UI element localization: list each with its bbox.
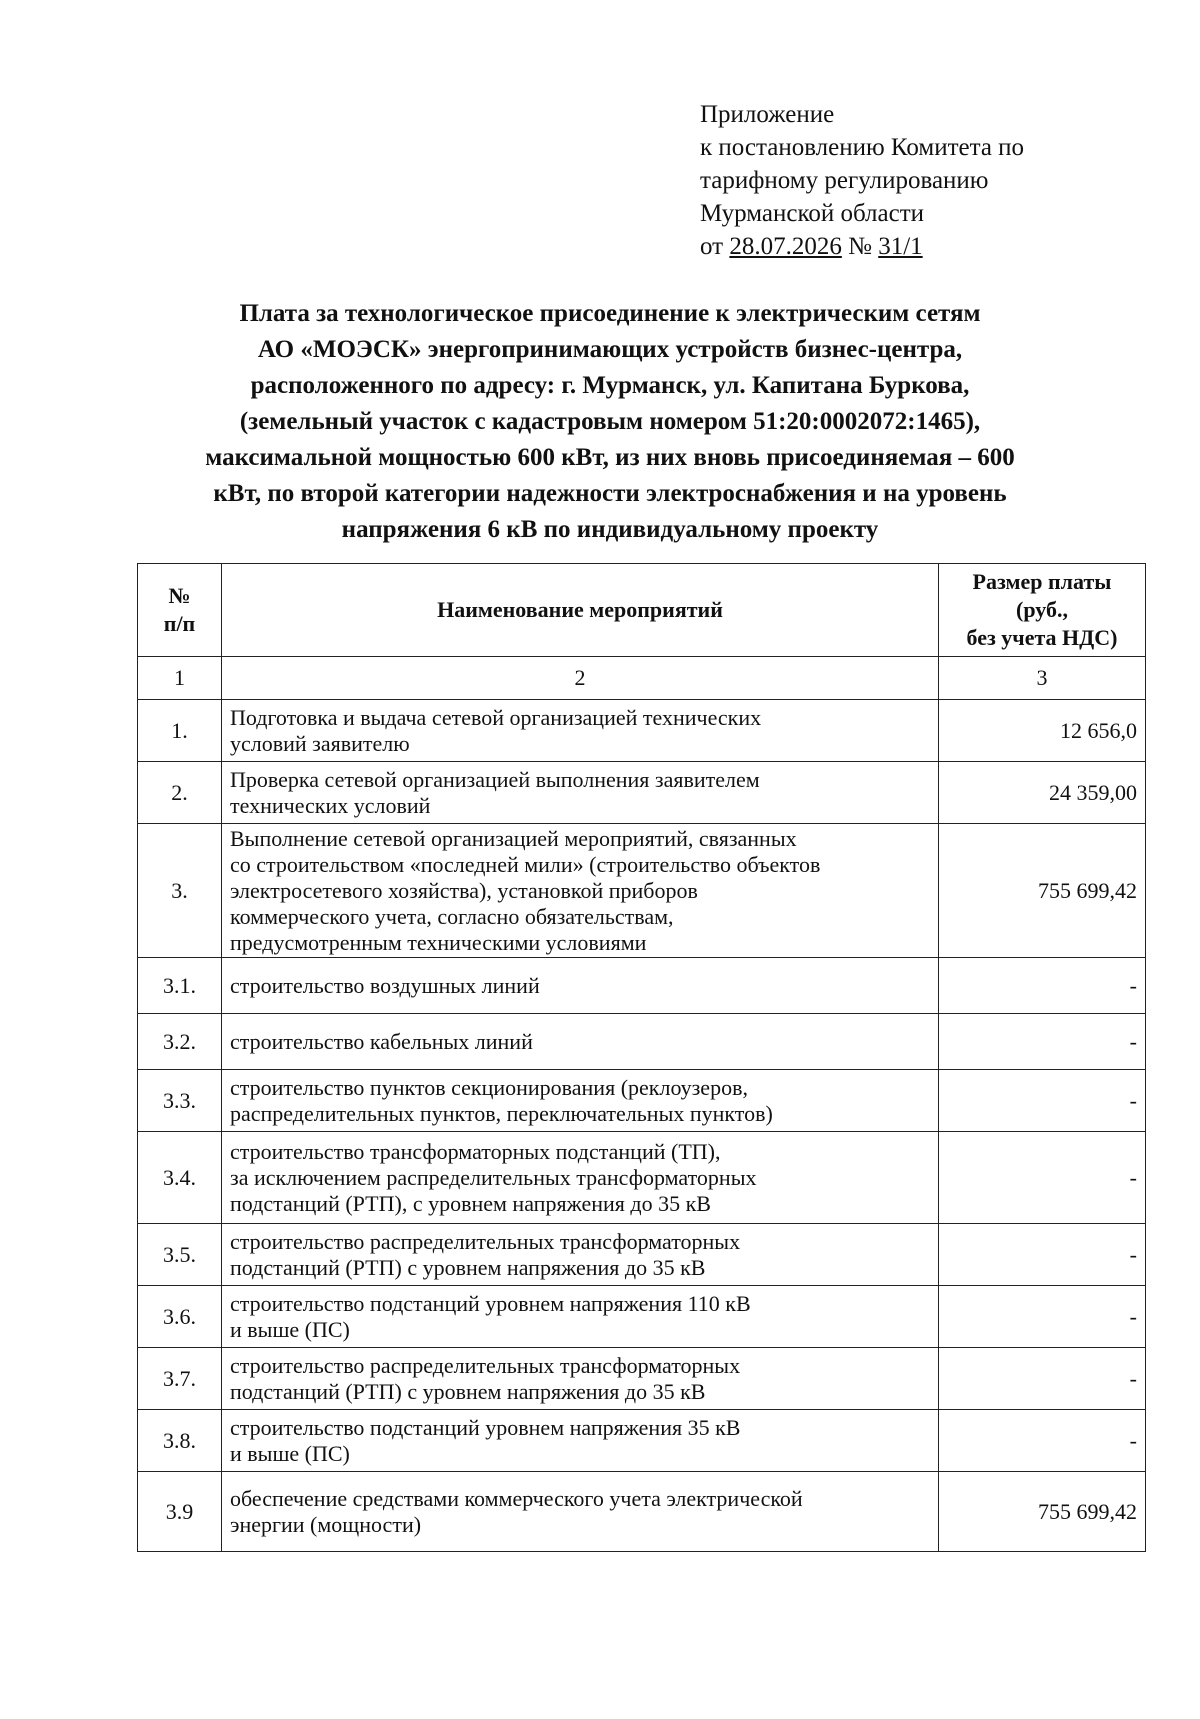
title-line: Плата за технологическое присоединение к электрическим сетям xyxy=(239,300,981,327)
row-number: 1. xyxy=(138,700,222,762)
appendix-date: 28.07.2026 xyxy=(729,233,842,260)
row-fee: 755 699,42 xyxy=(939,1472,1146,1552)
row-name-line: строительство кабельных линий xyxy=(230,1028,533,1054)
row-name-line: Выполнение сетевой организацией мероприятий, связанных xyxy=(230,825,797,851)
row-number: 3.6. xyxy=(138,1286,222,1348)
row-number: 3.9 xyxy=(138,1472,222,1552)
row-fee: - xyxy=(939,1286,1146,1348)
column-index: 3 xyxy=(939,657,1146,700)
row-number: 3.3. xyxy=(138,1070,222,1132)
row-number: 3.8. xyxy=(138,1410,222,1472)
title-line: кВт, по второй категории надежности электроснабжения и на уровень xyxy=(213,480,1007,507)
header-fee-line-1: Размер платы xyxy=(972,569,1112,594)
title-line: АО «МОЭСК» энергопринимающих устройств бизнес-центра, xyxy=(257,336,963,363)
column-index: 1 xyxy=(138,657,222,700)
table-row xyxy=(138,1014,1146,1070)
row-name-line: за исключением распределительных трансформаторных xyxy=(230,1164,757,1190)
row-name-line: строительство подстанций уровнем напряжения 110 кВ xyxy=(230,1290,751,1316)
row-name-line: условий заявителю xyxy=(230,730,410,756)
appendix-number-prefix: № xyxy=(841,233,879,260)
row-name-line: предусмотренным техническими условиями xyxy=(230,929,647,955)
header-fee-line-2: (руб., xyxy=(1016,597,1068,622)
row-fee: - xyxy=(939,958,1146,1014)
row-name-line: электросетевого хозяйства), установкой приборов xyxy=(230,877,698,903)
table-row xyxy=(138,824,1146,958)
row-name xyxy=(222,1286,939,1348)
row-number: 3.1. xyxy=(138,958,222,1014)
header-fee-line-3: без учета НДС) xyxy=(966,625,1118,650)
row-name xyxy=(222,824,939,958)
column-index: 2 xyxy=(222,657,939,700)
row-name xyxy=(222,1014,939,1070)
row-name-line: строительство распределительных трансформаторных xyxy=(230,1352,741,1378)
title-line: напряжения 6 кВ по индивидуальному проекту xyxy=(341,516,879,543)
appendix-date-prefix: от xyxy=(700,233,730,260)
table-row xyxy=(138,1070,1146,1132)
row-name-line: коммерческого учета, согласно обязательствам, xyxy=(230,903,674,929)
table-row xyxy=(138,700,1146,762)
table-row xyxy=(138,1410,1146,1472)
appendix-line-3: тарифному регулированию xyxy=(700,167,989,194)
row-name xyxy=(222,958,939,1014)
table-row xyxy=(138,1132,1146,1224)
row-name-line: подстанций (РТП), с уровнем напряжения до 35 кВ xyxy=(230,1190,711,1216)
header-num-line-1: № xyxy=(168,583,191,608)
row-fee: - xyxy=(939,1014,1146,1070)
table-row xyxy=(138,1348,1146,1410)
row-number: 3.2. xyxy=(138,1014,222,1070)
header-fee xyxy=(939,564,1146,657)
document-title xyxy=(150,296,1070,548)
row-name-line: строительство подстанций уровнем напряжения 35 кВ xyxy=(230,1414,741,1440)
row-number: 2. xyxy=(138,762,222,824)
row-name-line: технических условий xyxy=(230,792,431,818)
row-name xyxy=(222,1132,939,1224)
row-name xyxy=(222,1410,939,1472)
row-name-line: Проверка сетевой организацией выполнения заявителем xyxy=(230,766,760,792)
row-name-line: распределительных пунктов, переключательных пунктов) xyxy=(230,1100,773,1126)
row-name-line: и выше (ПС) xyxy=(230,1316,350,1342)
row-name-line: Подготовка и выдача сетевой организацией технических xyxy=(230,704,762,730)
table-body xyxy=(138,657,1146,1552)
appendix-line-4: Мурманской области xyxy=(700,200,925,227)
row-name-line: энергии (мощности) xyxy=(230,1511,422,1537)
table-row xyxy=(138,1472,1146,1552)
row-name-line: и выше (ПС) xyxy=(230,1440,350,1466)
row-name-line: со строительством «последней мили» (строительство объектов xyxy=(230,851,821,877)
row-fee: - xyxy=(939,1348,1146,1410)
table-row xyxy=(138,762,1146,824)
table-row xyxy=(138,1286,1146,1348)
title-line: максимальной мощностью 600 кВт, из них вновь присоединяемая – 600 xyxy=(205,444,1015,471)
title-line: (земельный участок с кадастровым номером 51:20:0002072:1465), xyxy=(239,408,981,435)
row-name xyxy=(222,1224,939,1286)
header-num xyxy=(138,564,222,657)
appendix-line-1: Приложение xyxy=(700,101,835,128)
row-fee: - xyxy=(939,1070,1146,1132)
header-num-line-2: п/п xyxy=(163,611,196,636)
row-name-line: подстанций (РТП) с уровнем напряжения до 35 кВ xyxy=(230,1254,706,1280)
row-name xyxy=(222,1070,939,1132)
title-line: расположенного по адресу: г. Мурманск, ул. Капитана Буркова, xyxy=(250,372,970,399)
row-name xyxy=(222,1348,939,1410)
table-header-row xyxy=(138,564,1146,657)
row-number: 3.7. xyxy=(138,1348,222,1410)
row-fee: - xyxy=(939,1410,1146,1472)
appendix-number: 31/1 xyxy=(878,233,923,260)
row-name-line: строительство трансформаторных подстанций (ТП), xyxy=(230,1138,721,1164)
column-index-row xyxy=(138,657,1146,700)
row-name xyxy=(222,1472,939,1552)
row-fee: 755 699,42 xyxy=(939,824,1146,958)
row-name-line: строительство воздушных линий xyxy=(230,972,540,998)
row-name-line: подстанций (РТП) с уровнем напряжения до 35 кВ xyxy=(230,1378,706,1404)
row-fee: 12 656,0 xyxy=(939,700,1146,762)
row-name-line: строительство распределительных трансформаторных xyxy=(230,1228,741,1254)
row-name xyxy=(222,762,939,824)
row-fee: - xyxy=(939,1224,1146,1286)
row-name xyxy=(222,700,939,762)
appendix-line-2: к постановлению Комитета по xyxy=(700,134,1025,161)
appendix-block xyxy=(700,98,1024,263)
row-fee: 24 359,00 xyxy=(939,762,1146,824)
row-number: 3.5. xyxy=(138,1224,222,1286)
appendix-date-line xyxy=(700,230,1024,263)
header-name: Наименование мероприятий xyxy=(222,564,939,657)
fees-table xyxy=(137,563,1146,1552)
table-row xyxy=(138,1224,1146,1286)
row-number: 3. xyxy=(138,824,222,958)
table-row xyxy=(138,958,1146,1014)
row-number: 3.4. xyxy=(138,1132,222,1224)
row-fee: - xyxy=(939,1132,1146,1224)
row-name-line: строительство пунктов секционирования (реклоузеров, xyxy=(230,1074,748,1100)
row-name-line: обеспечение средствами коммерческого учета электрической xyxy=(230,1485,803,1511)
